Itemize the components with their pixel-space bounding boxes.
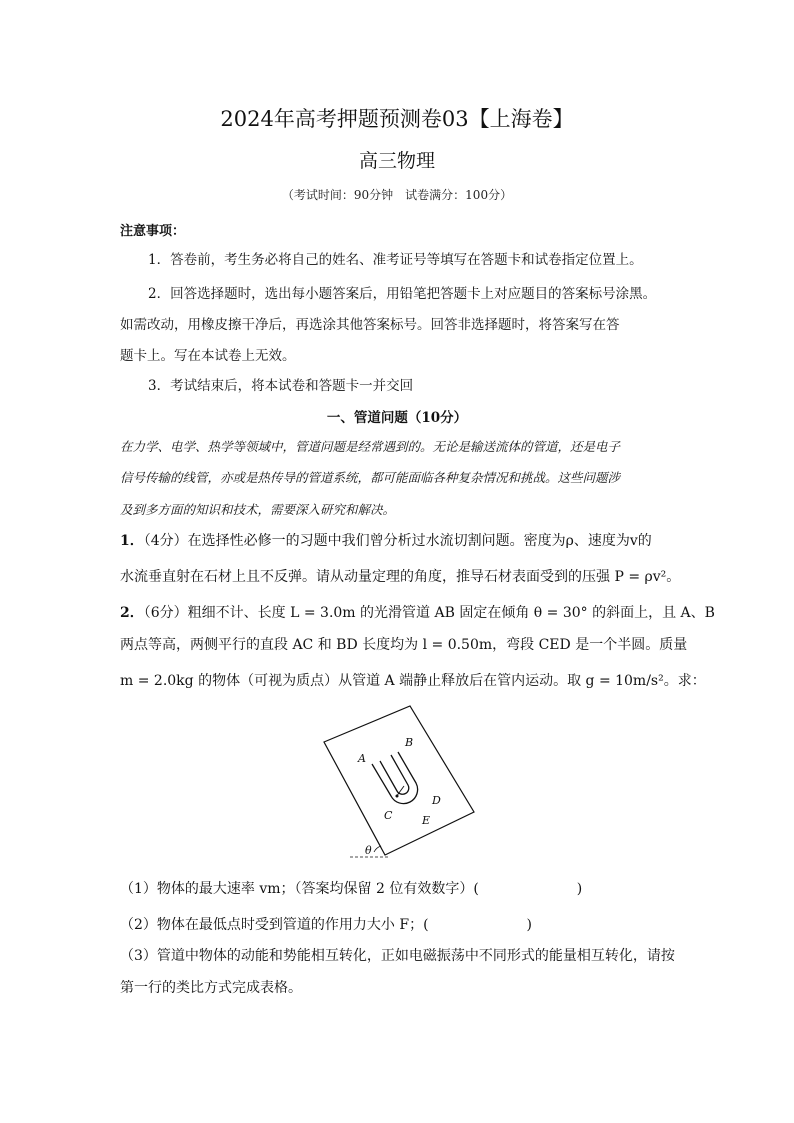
question-2-sub-3-line-1: （3）管道中物体的动能和势能相互转化，正如电磁振荡中不同形式的能量相互转化，请按 bbox=[120, 948, 675, 964]
question-2-line-1 bbox=[120, 602, 715, 622]
question-2-sub-2: （2）物体在最低点时受到管道的作用力大小 F；( ) bbox=[120, 917, 532, 933]
question-1-text-1: （4分）在选择性必修一的习题中我们曾分析过水流切割问题。密度为ρ、速度为v的 bbox=[143, 533, 652, 549]
label-theta: θ bbox=[365, 844, 372, 857]
pipe-inner bbox=[380, 755, 409, 794]
label-d: D bbox=[432, 794, 441, 807]
inclined-pipe-figure bbox=[310, 700, 490, 865]
pipe-outer bbox=[372, 752, 418, 804]
note-item-2-line-2: 如需改动，用橡皮擦干净后，再选涂其他答案标号。回答非选择题时，将答案写在答 bbox=[120, 317, 620, 333]
question-2-line-3: m = 2.0kg 的物体（可视为质点）从管道 A 端静止释放后在管内运动。取 g = 10m/s²。求： bbox=[120, 673, 706, 689]
point-e-dot bbox=[396, 795, 399, 798]
question-1-line-1 bbox=[120, 530, 652, 550]
question-1-line-2: 水流垂直射在石材上且不反弹。请从动量定理的角度，推导石材表面受到的压强 P = ρv²。 bbox=[120, 569, 681, 585]
exam-info: （考试时间：90分钟 试卷满分：100分） bbox=[281, 188, 513, 202]
label-e: E bbox=[422, 814, 431, 827]
page-subtitle: 高三物理 bbox=[358, 150, 435, 172]
note-item-2-line-3: 题卡上。写在本试卷上无效。 bbox=[120, 348, 296, 364]
section-intro-line-2: 信号传输的线管，亦或是热传导的管道系统，都可能面临各种复杂情况和挑战。这些问题涉 bbox=[120, 470, 621, 485]
label-a: A bbox=[358, 752, 366, 765]
notes-heading: 注意事项： bbox=[120, 224, 186, 239]
question-2-sub-3-line-2: 第一行的类比方式完成表格。 bbox=[120, 980, 302, 996]
page-title: 2024年高考押题预测卷03【上海卷】 bbox=[220, 107, 574, 131]
question-2-line-2: 两点等高，两侧平行的直段 AC 和 BD 长度均为 l = 0.50m，弯段 CED 是一个半圆。质量 bbox=[120, 637, 688, 653]
section-intro-line-1: 在力学、电学、热学等领域中，管道问题是经常遇到的。无论是输送流体的管道，还是电子 bbox=[120, 439, 621, 454]
incline-plane-outline bbox=[324, 706, 474, 855]
section-heading: 一、管道问题（10分） bbox=[326, 410, 468, 426]
note-item-3: 3．考试结束后，将本试卷和答题卡一并交回 bbox=[148, 378, 414, 394]
note-item-2-line-1: 2．回答选择题时，选出每小题答案后，用铅笔把答题卡上对应题目的答案标号涂黑。 bbox=[148, 286, 657, 302]
question-2-number: 2． bbox=[120, 605, 144, 621]
label-b: B bbox=[405, 736, 414, 749]
label-c: C bbox=[384, 809, 393, 822]
section-intro-line-3: 及到多方面的知识和技术，需要深入研究和解决。 bbox=[120, 502, 396, 517]
question-2-text-1: （6分）粗细不计、长度 L = 3.0m 的光滑管道 AB 固定在倾角 θ = 30° 的斜面上，且 A、B bbox=[143, 605, 715, 621]
question-2-sub-1: （1）物体的最大速率 vm；（答案均保留 2 位有效数字）( ) bbox=[120, 881, 583, 897]
question-1-number: 1． bbox=[120, 533, 144, 549]
note-item-1: 1．答卷前，考生务必将自己的姓名、准考证号等填写在答题卡和试卷指定位置上。 bbox=[148, 252, 643, 268]
